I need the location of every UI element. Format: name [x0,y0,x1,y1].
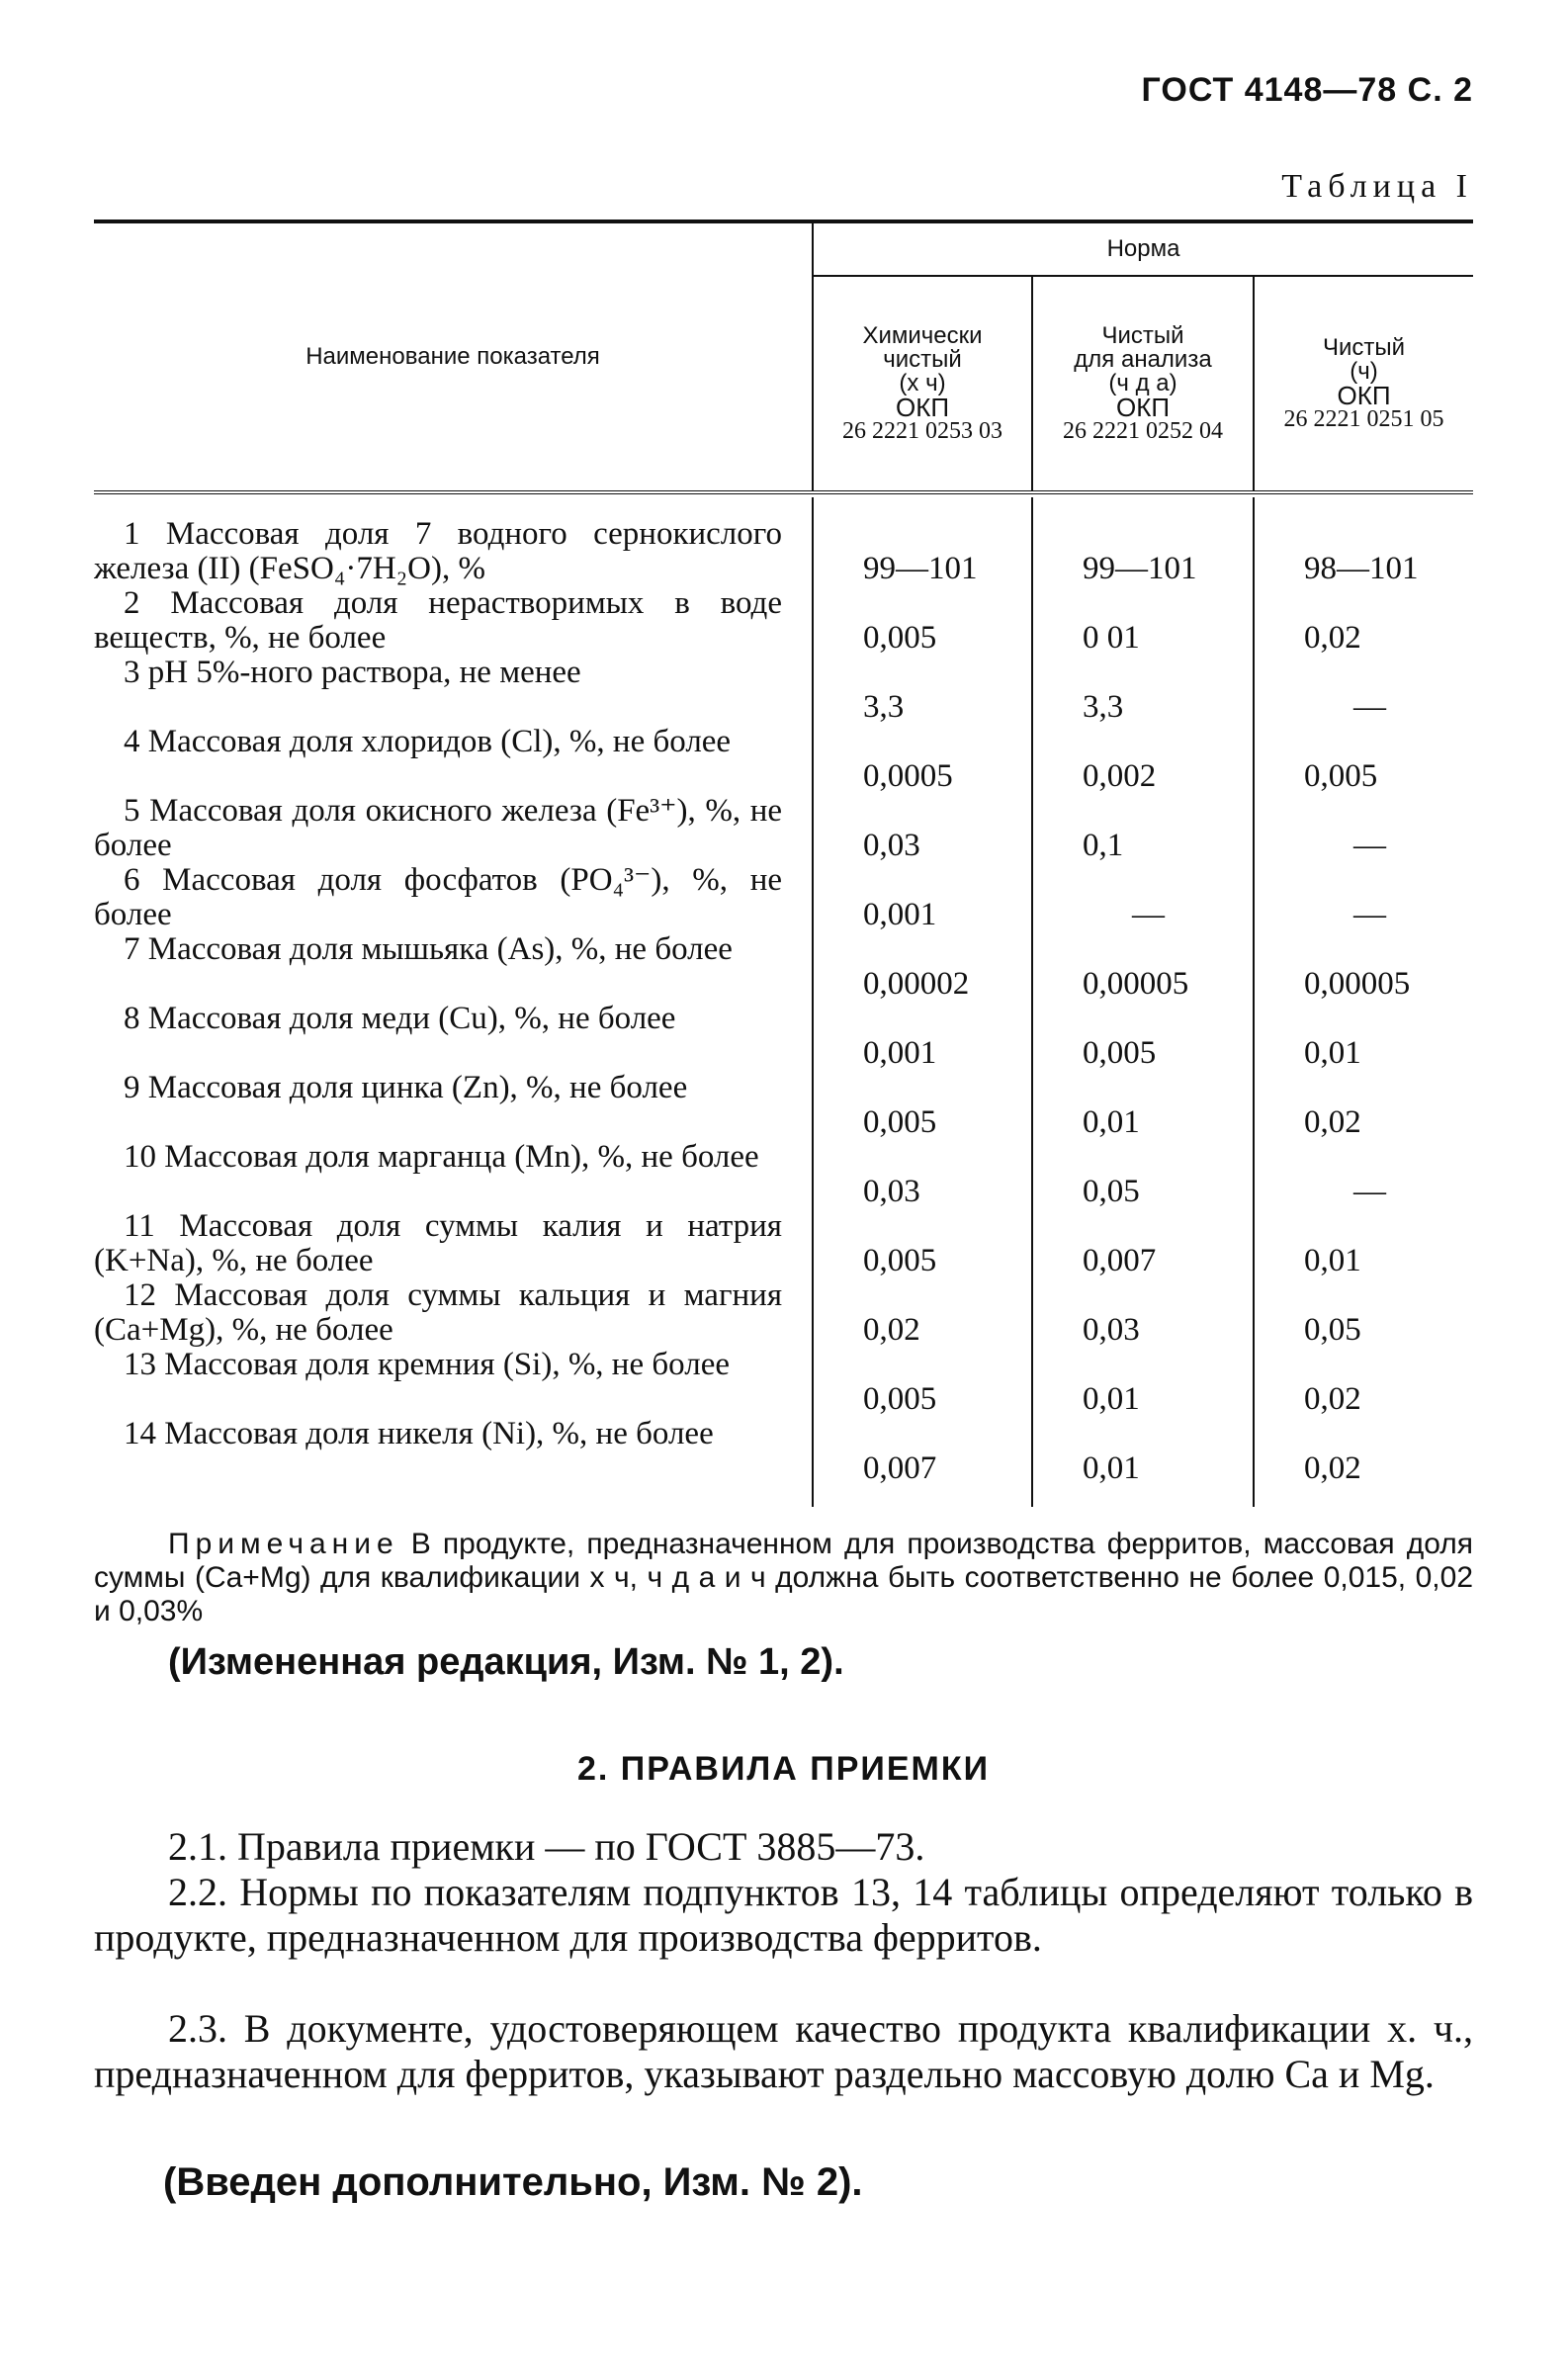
table-cell-value: 98—101 [1304,551,1419,586]
table-cell-value: 0,02 [1304,1450,1361,1486]
table-cell-value: 0,001 [863,1035,937,1071]
indicator-name [94,932,782,1002]
indicator-number: 9 [124,1071,148,1105]
section-title: 2. ПРАВИЛА ПРИЕМКИ [576,1750,991,1788]
paragraph-2-2 [94,1870,1473,1961]
table-cell-value: 0,03 [1083,1312,1140,1348]
paragraph-2-3 [94,2006,1473,2097]
okp-code: 26 2221 0253 03 [842,418,1002,444]
indicator-number: 7 [124,932,148,967]
table-caption: Таблица I [1281,168,1473,205]
table-cell-value: 0,02 [863,1312,920,1348]
table-cell-value: 0,1 [1083,828,1124,863]
page-header: ГОСТ 4148—78 С. 2 [1141,71,1473,109]
paragraph-text: 2.2. Нормы по показателям подпунктов 13, 14 таблицы определяют только в продукте, предназначенном для производства ферритов. [94,1870,1473,1960]
table-cell-value: 0,01 [1083,1104,1140,1140]
table-cell-value: 3,3 [863,689,905,725]
grade-name-line: Химически [862,322,983,349]
indicator-name [94,1417,782,1486]
indicator-number: 4 [124,725,148,759]
table-cell-value: 0,001 [863,897,937,932]
indicator-text: Массовая доля суммы калия и натрия (K+Na), %, не более [94,1209,782,1278]
table-cell-value: 0,02 [1304,1381,1361,1417]
grade-name-line: Чистый [1322,334,1406,361]
grade-name-line: (ч) [1350,358,1378,385]
table-cell-value: — [1353,689,1386,725]
table-cell-value: 99—101 [863,551,978,586]
indicator-number: 13 [124,1348,165,1382]
indicator-text: Массовая доля кремния (Si), %, не более [164,1348,730,1382]
table-cell-value: — [1132,897,1165,932]
grade-name-line: (х ч) [899,370,946,396]
grade-header-chda [1032,276,1254,492]
indicator-number: 12 [124,1278,175,1313]
norms-table [94,220,1473,1507]
okp-code: 26 2221 0251 05 [1283,406,1444,432]
indicator-number: 11 [124,1209,180,1244]
indicator-number: 1 [124,517,166,552]
values-column-ch [1254,497,1473,1507]
table-cell-value: 0,03 [863,828,920,863]
table-cell-value: 0,007 [863,1450,937,1486]
indicator-text: Массовая доля меди (Cu), %, не более [147,1002,676,1036]
table-cell-value: 0,02 [1304,620,1361,656]
table-cell-value: 0,02 [1304,1104,1361,1140]
indicator-number: 8 [124,1002,148,1036]
table-cell-value: — [1353,1174,1386,1209]
note-change-mark: (Измененная редакция, Изм. № 1, 2). [168,1641,844,1683]
paragraph-2-1 [94,1824,1473,1870]
table-cell-value: 0,00005 [1083,966,1189,1002]
indicator-name [94,1348,782,1417]
table-cell-value: 0,005 [863,1104,937,1140]
table-cell-value: 0,007 [1083,1243,1157,1278]
note-label: Примечание [168,1528,399,1560]
table-note [94,1528,1473,1628]
table-cell-value: 0,005 [863,620,937,656]
table-cell-value: 99—101 [1083,551,1197,586]
grade-header-xch [813,276,1032,492]
values-column-chda [1032,497,1254,1507]
table-cell-value: — [1353,897,1386,932]
table-cell-value: 3,3 [1083,689,1124,725]
table-cell-value: 0,0005 [863,758,953,794]
note-text: В продукте, предназначенном для производства ферритов, массовая доля суммы (Ca+Mg) для квалификации х ч, ч д а и ч должна быть соответственно не более 0,015, 0,02 и 0,03% [94,1528,1473,1627]
table-cell-value: — [1353,828,1386,863]
indicator-text: Массовая доля суммы кальция и магния (Ca+Mg), %, не более [94,1278,782,1348]
table-cell-value: 0,01 [1083,1450,1140,1486]
table-cell-value: 0,005 [1304,758,1378,794]
indicator-text: Массовая доля нерастворимых в воде веществ, %, не более [94,586,782,656]
column-header-name: Наименование показателя [94,221,813,492]
paragraph-text: 2.3. В документе, удостоверяющем качество продукта квалификации х. ч., предназначенном для ферритов, указывают раздельно массовую долю Ca и Mg. [94,2006,1473,2096]
grade-header-ch [1254,276,1473,492]
indicator-name [94,656,782,725]
indicator-number: 10 [124,1140,165,1175]
okp-label: ОКП [895,393,950,422]
okp-code: 26 2221 0252 04 [1063,418,1223,444]
table-cell-value: 0,00002 [863,966,970,1002]
indicator-text: Массовая доля никеля (Ni), %, не более [164,1417,714,1451]
indicator-name [94,1278,782,1348]
table-cell-value: 0,005 [863,1381,937,1417]
indicator-number: 2 [124,586,171,621]
indicator-name [94,586,782,656]
grade-name-line: чистый [883,346,962,373]
indicator-text: Массовая доля окисного железа (Fe³⁺), %, не более [94,794,782,863]
indicator-text: Массовая доля цинка (Zn), %, не более [147,1071,688,1105]
okp-label: ОКП [1115,393,1171,422]
indicator-name [94,1002,782,1071]
indicator-text: Массовая доля фосфатов (PO₄³⁻), %, не более [94,863,782,932]
added-mark: (Введен дополнительно, Изм. № 2). [163,2160,863,2204]
indicator-text: pH 5%-ного раствора, не менее [147,656,581,690]
grade-name-line: для анализа [1074,346,1212,373]
indicator-text: Массовая доля мышьяка (As), %, не более [147,932,733,967]
table-cell-value: 0,002 [1083,758,1157,794]
indicator-name [94,1071,782,1140]
values-column-xch [813,497,1032,1507]
table-cell-value: 0,005 [863,1243,937,1278]
indicator-number: 5 [124,794,150,829]
paragraph-text: 2.1. Правила приемки — по ГОСТ 3885—73. [168,1824,925,1869]
okp-label: ОКП [1337,381,1391,410]
table-cell-value: 0,03 [863,1174,920,1209]
indicator-name [94,725,782,794]
table-cell-value: 0,01 [1304,1243,1361,1278]
indicator-text: Массовая доля марганца (Mn), %, не более [164,1140,759,1175]
column-header-norma: Норма [813,221,1473,276]
table-cell-value: 0,05 [1083,1174,1140,1209]
grade-name-line: Чистый [1101,322,1184,349]
indicator-name [94,794,782,863]
table-cell-value: 0,01 [1083,1381,1140,1417]
grade-name-line: (ч д а) [1108,370,1177,396]
indicator-text: Массовая доля 7 водного сернокислого железа (II) (FeSO₄·7H₂O), % [94,517,782,586]
indicator-text: Массовая доля хлоридов (Cl), %, не более [147,725,732,759]
indicator-name [94,517,782,586]
table-cell-value: 0,05 [1304,1312,1361,1348]
table-cell-value: 0,01 [1304,1035,1361,1071]
indicator-names-column [94,497,813,1507]
indicator-name [94,1209,782,1278]
indicator-number: 6 [124,863,163,898]
indicator-number: 14 [124,1417,165,1451]
indicator-number: 3 [124,656,148,690]
indicator-name [94,1140,782,1209]
page [94,0,1473,2372]
table-cell-value: 0,005 [1083,1035,1157,1071]
table-cell-value: 0 01 [1083,620,1140,656]
table-cell-value: 0,00005 [1304,966,1411,1002]
indicator-name [94,863,782,932]
